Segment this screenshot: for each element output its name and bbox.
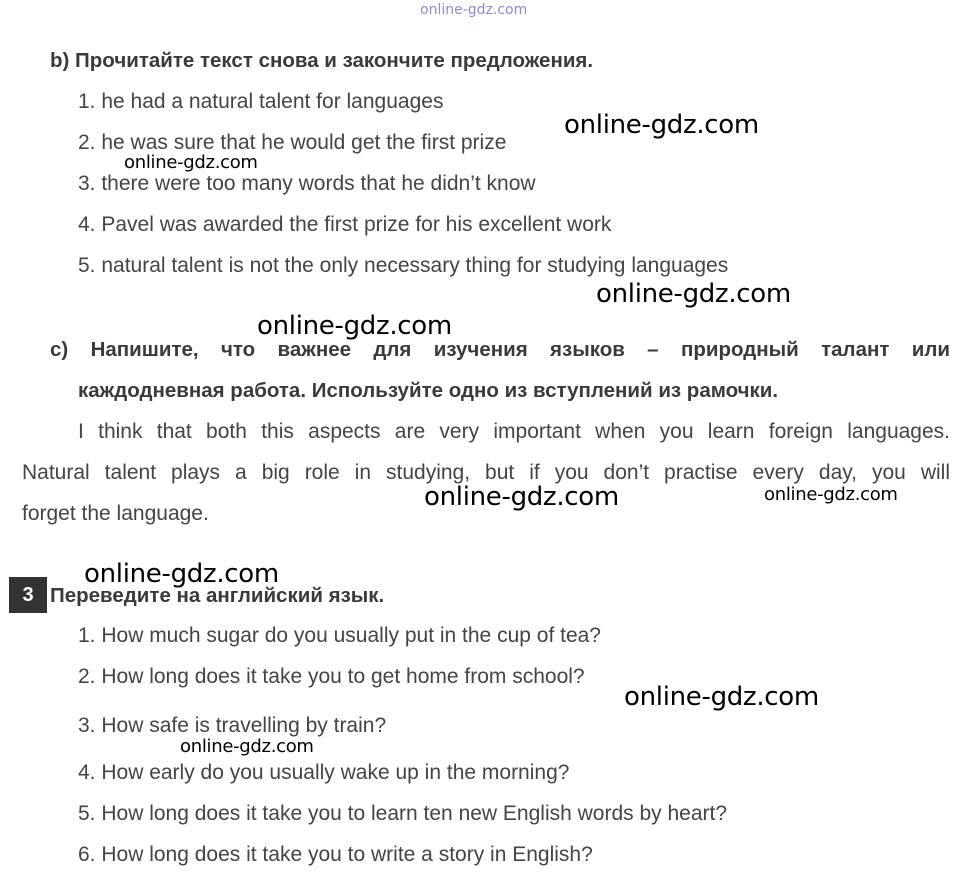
section-b-item-5: 5. natural talent is not the only necessary thing for studying languages bbox=[78, 254, 729, 277]
watermark: online-gdz.com bbox=[124, 152, 258, 173]
section-3-item-6: 6. How long does it take you to write a story in English? bbox=[78, 843, 593, 866]
section-b-item-4: 4. Pavel was awarded the first prize for his excellent work bbox=[78, 213, 612, 236]
watermark: online-gdz.com bbox=[764, 484, 898, 505]
watermark: online-gdz.com bbox=[564, 110, 759, 140]
section-3-item-5: 5. How long does it take you to learn ten new English words by heart? bbox=[78, 802, 728, 825]
section-b-item-1: 1. he had a natural talent for languages bbox=[78, 90, 444, 113]
watermark: online-gdz.com bbox=[624, 682, 819, 712]
watermark: online-gdz.com bbox=[84, 559, 279, 589]
section-3-item-4: 4. How early do you usually wake up in the morning? bbox=[78, 761, 570, 784]
section-c-para-line2: Natural talent plays a big role in studying, but if you don’t practise every day, you will bbox=[22, 461, 950, 484]
section-c-para-line3: forget the language. bbox=[22, 502, 209, 525]
watermark: online-gdz.com bbox=[257, 311, 452, 341]
watermark: online-gdz.com bbox=[596, 279, 791, 309]
section-3-item-3: 3. How safe is travelling by train? bbox=[78, 714, 387, 737]
section-3-heading: Переведите на английский язык. bbox=[50, 584, 385, 607]
section-c-heading-line1: c) Напишите, что важнее для изучения языков – природный талант или bbox=[50, 338, 950, 361]
watermark-top: online-gdz.com bbox=[420, 2, 528, 18]
section-b-item-3: 3. there were too many words that he didn’t know bbox=[78, 172, 536, 195]
watermark: online-gdz.com bbox=[180, 736, 314, 757]
exercise-number-badge: 3 bbox=[9, 577, 47, 613]
watermark: online-gdz.com bbox=[424, 482, 619, 512]
section-3-item-1: 1. How much sugar do you usually put in the cup of tea? bbox=[78, 624, 601, 647]
section-3-item-2: 2. How long does it take you to get home from school? bbox=[78, 665, 585, 688]
section-c-para-line1: I think that both this aspects are very important when you learn foreign languages. bbox=[78, 420, 950, 443]
section-c-heading-line2: каждодневная работа. Используйте одно из вступлений из рамочки. bbox=[78, 379, 779, 402]
section-b-item-2: 2. he was sure that he would get the first prize bbox=[78, 131, 507, 154]
section-b-heading: b) Прочитайте текст снова и закончите предложения. bbox=[50, 49, 594, 72]
